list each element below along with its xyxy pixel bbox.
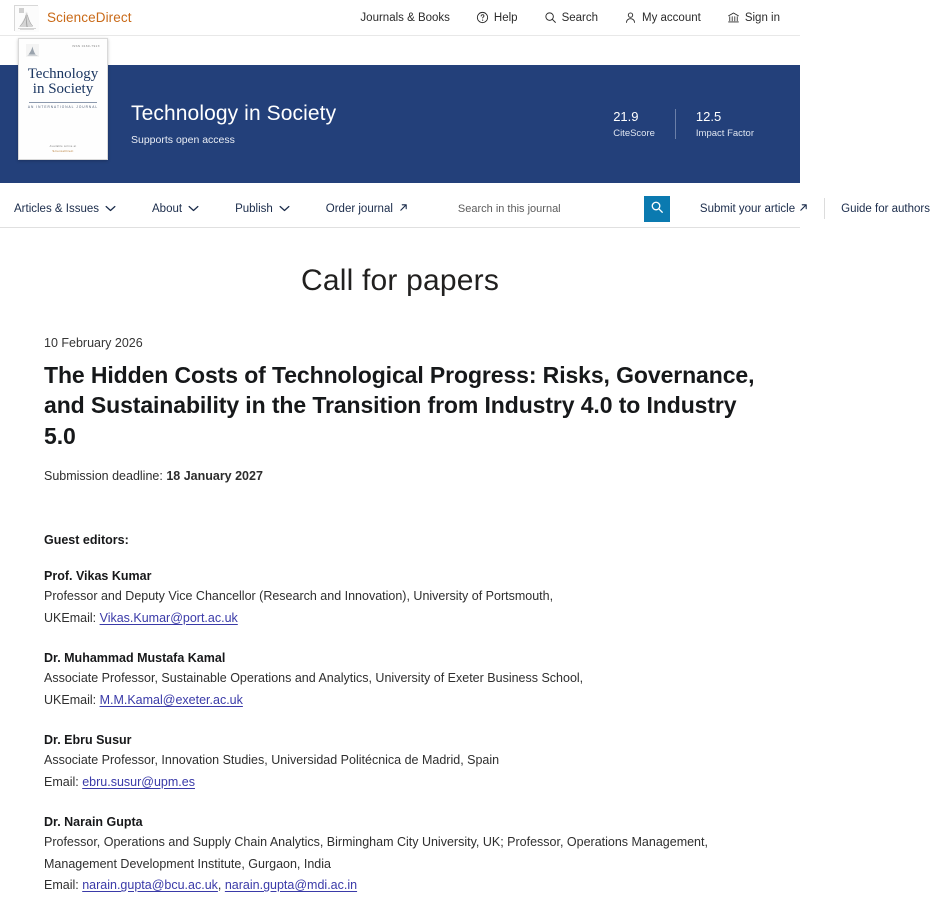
open-access-note: Supports open access — [131, 134, 336, 146]
guest-editor-affiliation: Associate Professor, Innovation Studies, Universidad Politécnica de Madrid, Spain — [44, 750, 762, 772]
nav-my-account-label: My account — [642, 12, 701, 24]
guest-editor-affiliation: Professor and Deputy Vice Chancellor (Research and Innovation), University of Portsmouth, — [44, 586, 762, 608]
guest-editor-email-prefix: UKEmail: — [44, 611, 100, 625]
journal-nav-publish[interactable] — [235, 203, 310, 215]
guest-editor-email-prefix: UKEmail: — [44, 693, 100, 707]
elsevier-tree-icon — [14, 5, 38, 31]
journal-cover-image[interactable] — [18, 38, 108, 160]
guide-for-authors-link[interactable] — [825, 190, 946, 227]
sciencedirect-logo[interactable] — [14, 5, 132, 31]
submission-deadline-value: 18 January 2027 — [166, 469, 263, 483]
guest-editor-affiliation: Professor, Operations and Supply Chain Analytics, Birmingham City University, UK; Professor, Operations Management, Management Development Institute, Gurgaon, India — [44, 832, 762, 875]
journal-cover-footer-line2: ScienceDirect — [50, 149, 77, 153]
external-link-icon — [399, 203, 408, 215]
submit-your-article-link[interactable] — [684, 190, 824, 227]
metric-citescore-label: CiteScore — [613, 128, 655, 139]
guest-editor-email-line — [44, 875, 762, 897]
journal-cover-issn: ISSN 0160-791X — [72, 44, 100, 48]
nav-help[interactable] — [476, 11, 518, 24]
journal-banner-text — [131, 102, 336, 146]
main-content — [0, 264, 800, 897]
guest-editors-heading: Guest editors: — [44, 533, 762, 547]
journal-metrics — [593, 109, 800, 139]
nav-my-account[interactable] — [624, 11, 701, 24]
email-separator: , — [218, 878, 225, 892]
guest-editor-affiliation: Associate Professor, Sustainable Operations and Analytics, University of Exeter Business School, — [44, 668, 762, 690]
guide-for-authors-label: Guide for authors — [841, 203, 930, 215]
search-icon — [650, 200, 664, 217]
publication-date: 10 February 2026 — [44, 336, 762, 350]
nav-sign-in-label: Sign in — [745, 12, 780, 24]
journal-nav-articles-and-issues-label: Articles & Issues — [14, 203, 99, 215]
guest-editor-email-link-secondary[interactable]: narain.gupta@mdi.ac.in — [225, 878, 357, 892]
elsevier-tree-icon — [26, 44, 39, 57]
journal-cover-footer-line1: Available online at — [50, 145, 77, 148]
guest-editor-email-prefix: Email: — [44, 775, 82, 789]
guest-editor-email-line — [44, 608, 762, 630]
guest-editor-name: Dr. Ebru Susur — [44, 733, 762, 747]
call-for-papers-title: The Hidden Costs of Technological Progress: Risks, Governance, and Sustainability in the Transition from Industry 4.0 to Industry 5.0 — [44, 360, 762, 451]
page-title: Call for papers — [0, 264, 800, 298]
journal-search — [444, 190, 670, 227]
nav-help-label: Help — [494, 12, 518, 24]
nav-journals-and-books[interactable] — [360, 12, 450, 24]
global-top-bar — [0, 0, 800, 36]
journal-nav-order-journal[interactable] — [326, 203, 428, 215]
guest-editor-item — [44, 815, 762, 897]
metric-impact-factor — [675, 109, 774, 139]
guest-editor-email-line — [44, 772, 762, 794]
chevron-down-icon — [279, 203, 290, 215]
metric-impact-factor-value: 12.5 — [696, 109, 754, 125]
sciencedirect-wordmark: ScienceDirect — [47, 10, 132, 25]
guest-editor-email-line — [44, 690, 762, 712]
journal-nav-about[interactable] — [152, 203, 219, 215]
metric-citescore-value: 21.9 — [613, 109, 655, 125]
guest-editors-list — [44, 569, 762, 897]
guest-editor-item — [44, 733, 762, 793]
journal-banner — [0, 36, 800, 190]
guest-editor-name: Prof. Vikas Kumar — [44, 569, 762, 583]
submission-deadline — [44, 469, 762, 483]
journal-nav-about-label: About — [152, 203, 182, 215]
guest-editor-name: Dr. Muhammad Mustafa Kamal — [44, 651, 762, 665]
journal-nav-articles-and-issues[interactable] — [14, 203, 136, 215]
nav-search[interactable] — [544, 11, 598, 24]
metric-citescore — [593, 109, 675, 139]
journal-cover-subtitle: AN INTERNATIONAL JOURNAL — [28, 105, 98, 109]
journal-cover-footer — [50, 145, 77, 153]
journal-nav-bar — [0, 190, 800, 228]
journal-cover-title-line2: in Society — [28, 82, 99, 97]
nav-sign-in[interactable] — [727, 11, 780, 24]
journal-nav-publish-label: Publish — [235, 203, 273, 215]
guest-editor-item — [44, 651, 762, 711]
nav-journals-and-books-label: Journals & Books — [360, 12, 450, 24]
journal-nav-order-journal-label: Order journal — [326, 203, 393, 215]
external-link-icon — [799, 203, 808, 215]
guest-editor-email-prefix: Email: — [44, 878, 82, 892]
journal-cover-title-line1: Technology — [28, 67, 99, 82]
journal-title: Technology in Society — [131, 102, 336, 125]
nav-search-label: Search — [562, 12, 598, 24]
journal-nav-menu — [0, 190, 444, 227]
journal-cover-title — [28, 67, 99, 98]
search-input[interactable] — [444, 190, 644, 227]
help-circle-icon — [476, 11, 489, 24]
call-for-papers-body — [0, 336, 800, 897]
person-icon — [624, 11, 637, 24]
global-nav — [360, 11, 786, 24]
submit-your-article-label: Submit your article — [700, 203, 795, 215]
guest-editor-email-link[interactable]: narain.gupta@bcu.ac.uk — [82, 878, 218, 892]
guest-editor-email-link[interactable]: ebru.susur@upm.es — [82, 775, 195, 789]
guest-editor-email-link[interactable]: M.M.Kamal@exeter.ac.uk — [100, 693, 243, 707]
guest-editor-item — [44, 569, 762, 629]
chevron-down-icon — [105, 203, 116, 215]
chevron-down-icon — [188, 203, 199, 215]
search-icon — [544, 11, 557, 24]
submission-deadline-label: Submission deadline: — [44, 469, 163, 483]
search-submit-button[interactable] — [644, 196, 670, 222]
journal-banner-background — [0, 65, 800, 183]
journal-cover-rule — [29, 102, 97, 103]
guest-editor-email-link[interactable]: Vikas.Kumar@port.ac.uk — [100, 611, 238, 625]
guest-editor-name: Dr. Narain Gupta — [44, 815, 762, 829]
metric-impact-factor-label: Impact Factor — [696, 128, 754, 139]
journal-nav-actions — [684, 190, 946, 227]
institution-icon — [727, 11, 740, 24]
